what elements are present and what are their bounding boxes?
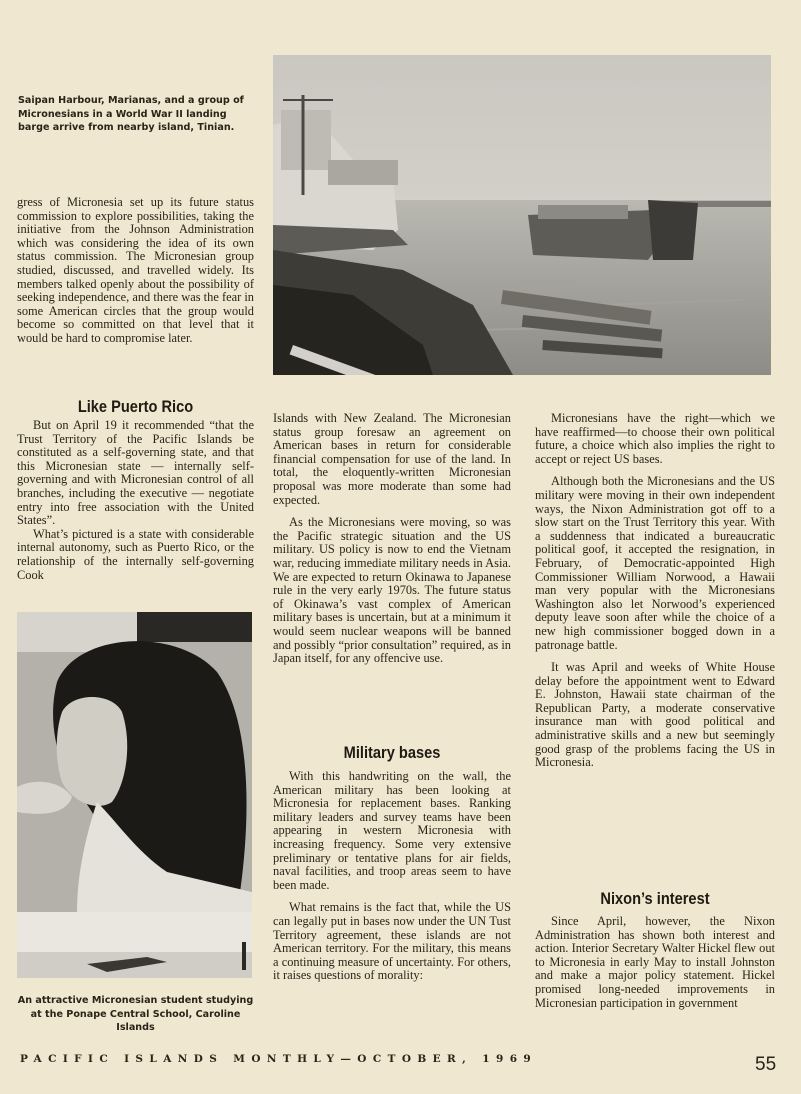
heading-military-bases: Military bases	[343, 743, 441, 762]
paragraph: gress of Micronesia set up its future status commission to explore possibilities, taking the initiative from the Johnson Administration which was considering the idea of its own status commission. The Micronesian group studied, discussed, and travelled widely. Its members talked openly about the possibility of seeking independence, and there was the fear in some American circles that the group would become so committed on that level that it would be hard to compromise later.	[17, 195, 254, 345]
column-1-lower	[17, 419, 254, 582]
column-1-upper	[17, 196, 254, 346]
paragraph: It was April and weeks of White House delay before the appointment went to Edward E. Johnston, Hawaii state chairman of the Republican Party, a moderate conservative insurance man with good political and administrative skills and a new but seemingly good grasp of the problems facing the US in Micronesia.	[535, 660, 775, 770]
paragraph: With this handwriting on the wall, the American military has been looking at Micronesia for replacement bases. Ranking military leaders and survey teams have been appearing in western Micronesia with increasing frequency. Some very extensive preliminary or tentative plans for air fields, naval facilities, and troop areas seem to have been made.	[273, 769, 511, 892]
paragraph: Since April, however, the Nixon Administration has shown both interest and action. Interior Secretary Walter Hickel flew out to Micronesia in early May to install Johnston and make a major policy statement. Hickel promised long-needed improvements in Micronesian participation in government	[535, 914, 775, 1010]
student-photo	[17, 612, 252, 978]
student-photo-caption: An attractive Micronesian student studying at the Ponape Central School, Caroline Islands	[17, 995, 254, 1033]
column-2-upper	[273, 412, 511, 666]
paragraph: Micronesians have the right—which we have reaffirmed—to choose their own political future, a choice which also implies the right to accept or reject US bases.	[535, 411, 775, 466]
harbour-photo-caption: Saipan Harbour, Marianas, and a group of Micronesians in a World War II landing barge arrive from nearby island, Tinian.	[18, 95, 244, 133]
paragraph: Islands with New Zealand. The Micronesian status group foresaw an agreement on American bases in return for considerable financial compensation for use of the land. In total, the eloquently-written Micronesian proposal was more moderate than some had expected.	[273, 411, 511, 507]
heading-like-puerto-rico: Like Puerto Rico	[77, 397, 194, 416]
column-2-lower	[273, 770, 511, 983]
column-3-upper	[535, 412, 775, 770]
paragraph: Although both the Micronesians and the US military were moving in their own independent ways, the Nixon Administration got off to a slow start on the Trust Territory this year. With a suddenness that indicated a bureaucratic political goof, it accepted the resignation, in February, of Democratic-appointed High Commissioner William Norwood, a Hawaii man very popular with the Micronesians Washington also let Norwood’s experienced deputy leave soon after while the choice of a new high commissioner bogged down in a patronage battle.	[535, 474, 775, 652]
paragraph: What remains is the fact that, while the US can legally put in bases now under the UN Tust Territory agreement, these islands are not American territory. For the military, this means a continuing measure of uncertainty. For others, it raises questions of morality:	[273, 900, 511, 983]
paragraph: But on April 19 it recommended “that the Trust Territory of the Pacific Islands be constituted as a self-governing state, and that this Micronesian state — internally self-governing and with Micronesian control of all branches, including the executive — negotiate entry into free association with the United States”.	[17, 418, 254, 528]
running-footer: PACIFIC ISLANDS MONTHLY—OCTOBER, 1969	[20, 1053, 538, 1065]
heading-nixons-interest: Nixon’s interest	[600, 889, 710, 908]
paragraph: As the Micronesians were moving, so was the Pacific strategic situation and the US military. US policy is now to end the Vietnam war, reducing immediate military needs in Asia. We are expected to return Okinawa to Japanese rule in the very early 1970s. The future status of Okinawa’s vast complex of American military bases is uncertain, but at a minimum it would seem nuclear weapons will be banned and possibly “prior consultation” required, as in Japan itself, for any offencive use.	[273, 515, 511, 666]
column-3-lower	[535, 915, 775, 1010]
harbour-photo	[273, 55, 771, 375]
paragraph: What’s pictured is a state with considerable internal autonomy, such as Puerto Rico, or the relationship of the internally self-governing Cook	[17, 526, 254, 582]
page-number: 55	[755, 1054, 777, 1075]
